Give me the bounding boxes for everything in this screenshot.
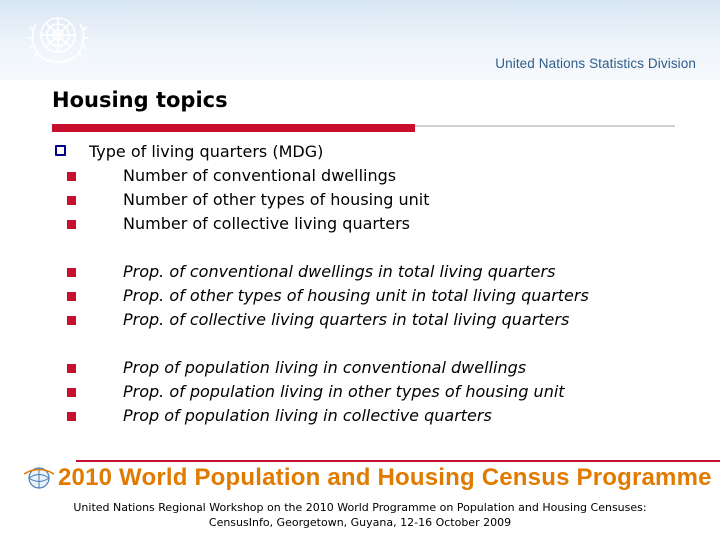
sub-bullet-text: Number of other types of housing unit [123, 190, 430, 209]
square-bullet-icon [55, 145, 66, 156]
sub-bullet-text: Number of conventional dwellings [123, 166, 397, 185]
sub-bullet [55, 188, 695, 212]
slide-title: Housing topics [52, 88, 228, 112]
sub-bullet-text: Prop. of collective living quarters in total living quarters [123, 310, 570, 329]
sub-bullet-text: Number of collective living quarters [123, 214, 410, 233]
main-bullet [55, 140, 695, 164]
spacer [55, 332, 695, 356]
footer-caption-line: CensusInfo, Georgetown, Guyana, 12-16 October 2009 [208, 516, 512, 529]
title-rule-red [52, 124, 415, 132]
sub-bullet [55, 308, 695, 332]
red-square-bullet-icon [67, 292, 76, 301]
sub-bullet-text: Prop. of conventional dwellings in total living quarters [123, 262, 556, 281]
sub-bullet [55, 404, 695, 428]
sub-bullet [55, 260, 695, 284]
banner-text: 2010 World Population and Housing Census Programme [58, 464, 712, 491]
footer-caption-line: United Nations Regional Workshop on the 2010 World Programme on Population and Housing Censuses: [73, 501, 647, 514]
main-bullet-text: Type of living quarters (MDG) [89, 142, 324, 161]
red-square-bullet-icon [67, 388, 76, 397]
spacer [55, 236, 695, 260]
slide-content [55, 140, 695, 428]
red-square-bullet-icon [67, 220, 76, 229]
sub-bullet [55, 212, 695, 236]
census-programme-banner [22, 460, 712, 492]
footer-caption [0, 500, 720, 530]
red-square-bullet-icon [67, 268, 76, 277]
footer-rule-red [76, 460, 720, 462]
sub-bullet [55, 164, 695, 188]
census-globe-icon [22, 466, 56, 490]
red-square-bullet-icon [67, 172, 76, 181]
red-square-bullet-icon [67, 412, 76, 421]
un-emblem-icon [20, 8, 96, 66]
red-square-bullet-icon [67, 316, 76, 325]
sub-bullet-text: Prop. of other types of housing unit in total living quarters [123, 286, 589, 305]
title-rule-gray [415, 125, 675, 127]
sub-bullet [55, 380, 695, 404]
red-square-bullet-icon [67, 196, 76, 205]
red-square-bullet-icon [67, 364, 76, 373]
sub-bullet [55, 284, 695, 308]
sub-bullet-text: Prop of population living in collective quarters [123, 406, 492, 425]
sub-bullet-text: Prop. of population living in other types of housing unit [123, 382, 565, 401]
organization-name: United Nations Statistics Division [495, 56, 696, 71]
sub-bullet [55, 356, 695, 380]
sub-bullet-text: Prop of population living in conventional dwellings [123, 358, 527, 377]
